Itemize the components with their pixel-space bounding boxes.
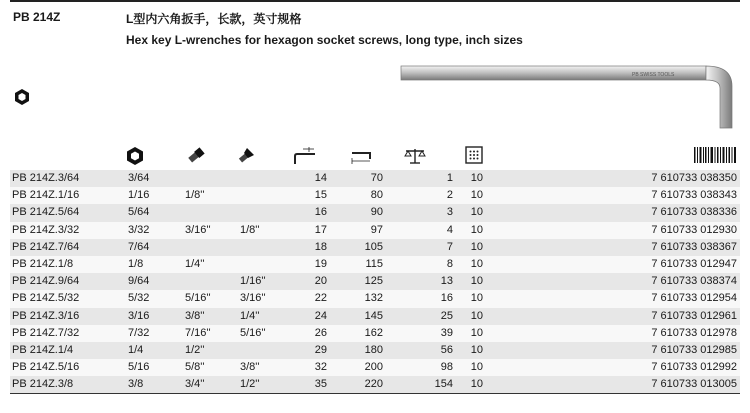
weight-cell: 56 bbox=[383, 342, 453, 359]
short-length-cell: 15 bbox=[297, 187, 327, 204]
ean-code-cell: 7 610733 012985 bbox=[483, 342, 740, 359]
short-length-cell: 32 bbox=[297, 359, 327, 376]
ean-code-cell: 7 610733 012961 bbox=[483, 308, 740, 325]
hex-size-cell: 5/32 bbox=[128, 290, 185, 307]
ean-code-cell: 7 610733 038374 bbox=[483, 273, 740, 290]
long-length-cell: 145 bbox=[327, 308, 383, 325]
long-length-cell: 70 bbox=[327, 170, 383, 187]
short-length-cell: 20 bbox=[297, 273, 327, 290]
barcode-icon bbox=[694, 146, 738, 169]
hex-size-cell: 7/32 bbox=[128, 325, 185, 342]
short-length-cell: 35 bbox=[297, 376, 327, 394]
table-row bbox=[10, 359, 740, 376]
ean-code-cell: 7 610733 038350 bbox=[483, 170, 740, 187]
weight-cell: 8 bbox=[383, 256, 453, 273]
table-row bbox=[10, 273, 740, 290]
hex-size-cell: 7/64 bbox=[128, 239, 185, 256]
hexagon-icon bbox=[13, 88, 31, 106]
article-code-cell: PB 214Z.1/4 bbox=[10, 342, 128, 359]
article-code-cell: PB 214Z.5/32 bbox=[10, 290, 128, 307]
screw-size-cell: 1/8'' bbox=[185, 187, 240, 204]
countersunk-screw-icon bbox=[236, 146, 256, 171]
article-code-cell: PB 214Z.9/64 bbox=[10, 273, 128, 290]
length-long-icon bbox=[350, 146, 372, 171]
title-chinese: L型内六角扳手，长款，英寸规格 bbox=[126, 12, 302, 26]
wrench-marking: PB SWISS TOOLS bbox=[632, 72, 675, 78]
quantity-box-icon bbox=[465, 146, 483, 169]
table-row bbox=[10, 256, 740, 273]
hex-key-wrench-image bbox=[400, 62, 740, 134]
screw-size-cell bbox=[185, 204, 240, 221]
short-length-cell: 18 bbox=[297, 239, 327, 256]
table-row bbox=[10, 342, 740, 359]
short-length-cell: 17 bbox=[297, 222, 327, 239]
weight-cell: 3 bbox=[383, 204, 453, 221]
hexagon-icon bbox=[125, 146, 145, 171]
table-row bbox=[10, 204, 740, 221]
pack-quantity-cell: 10 bbox=[453, 239, 483, 256]
hex-size-cell: 5/16 bbox=[128, 359, 185, 376]
hex-size-cell: 1/16 bbox=[128, 187, 185, 204]
table-row bbox=[10, 308, 740, 325]
short-length-cell: 29 bbox=[297, 342, 327, 359]
product-code: PB 214Z bbox=[13, 10, 61, 24]
article-code-cell: PB 214Z.5/64 bbox=[10, 204, 128, 221]
short-length-cell: 16 bbox=[297, 204, 327, 221]
long-length-cell: 220 bbox=[327, 376, 383, 394]
countersunk-size-cell: 1/2'' bbox=[240, 376, 297, 394]
countersunk-size-cell bbox=[240, 204, 297, 221]
long-length-cell: 132 bbox=[327, 290, 383, 307]
hex-size-cell: 3/64 bbox=[128, 170, 185, 187]
hex-size-cell: 3/32 bbox=[128, 222, 185, 239]
long-length-cell: 115 bbox=[327, 256, 383, 273]
article-code-cell: PB 214Z.5/16 bbox=[10, 359, 128, 376]
pack-quantity-cell: 10 bbox=[453, 187, 483, 204]
screw-size-cell: 3/16'' bbox=[185, 222, 240, 239]
hex-size-cell: 5/64 bbox=[128, 204, 185, 221]
pack-quantity-cell: 10 bbox=[453, 376, 483, 394]
countersunk-size-cell: 1/16'' bbox=[240, 273, 297, 290]
weight-cell: 16 bbox=[383, 290, 453, 307]
weight-cell: 1 bbox=[383, 170, 453, 187]
top-rule bbox=[10, 0, 740, 2]
article-code-cell: PB 214Z.3/16 bbox=[10, 308, 128, 325]
long-length-cell: 125 bbox=[327, 273, 383, 290]
screw-size-cell: 3/8'' bbox=[185, 308, 240, 325]
hex-size-cell: 3/8 bbox=[128, 376, 185, 394]
short-length-cell: 19 bbox=[297, 256, 327, 273]
pack-quantity-cell: 10 bbox=[453, 256, 483, 273]
ean-code-cell: 7 610733 038343 bbox=[483, 187, 740, 204]
weight-cell: 154 bbox=[383, 376, 453, 394]
article-code-cell: PB 214Z.3/64 bbox=[10, 170, 128, 187]
short-length-cell: 26 bbox=[297, 325, 327, 342]
weight-cell: 39 bbox=[383, 325, 453, 342]
title-english: Hex key L-wrenches for hexagon socket screws, long type, inch sizes bbox=[126, 33, 523, 47]
long-length-cell: 162 bbox=[327, 325, 383, 342]
table-row bbox=[10, 376, 740, 394]
long-length-cell: 97 bbox=[327, 222, 383, 239]
table-row bbox=[10, 187, 740, 204]
ean-code-cell: 7 610733 012992 bbox=[483, 359, 740, 376]
countersunk-size-cell bbox=[240, 170, 297, 187]
pack-quantity-cell: 10 bbox=[453, 290, 483, 307]
screw-size-cell: 5/8'' bbox=[185, 359, 240, 376]
ean-code-cell: 7 610733 012930 bbox=[483, 222, 740, 239]
short-length-cell: 24 bbox=[297, 308, 327, 325]
long-length-cell: 200 bbox=[327, 359, 383, 376]
article-code-cell: PB 214Z.1/8 bbox=[10, 256, 128, 273]
screw-size-cell: 1/4'' bbox=[185, 256, 240, 273]
length-short-icon bbox=[293, 146, 317, 171]
table-row bbox=[10, 170, 740, 187]
weight-cell: 4 bbox=[383, 222, 453, 239]
long-length-cell: 180 bbox=[327, 342, 383, 359]
article-code-cell: PB 214Z.3/8 bbox=[10, 376, 128, 394]
screw-size-cell: 7/16'' bbox=[185, 325, 240, 342]
countersunk-size-cell: 5/16'' bbox=[240, 325, 297, 342]
ean-code-cell: 7 610733 038336 bbox=[483, 204, 740, 221]
weight-cell: 25 bbox=[383, 308, 453, 325]
countersunk-size-cell bbox=[240, 239, 297, 256]
countersunk-size-cell: 3/8'' bbox=[240, 359, 297, 376]
article-code-cell: PB 214Z.3/32 bbox=[10, 222, 128, 239]
screw-size-cell bbox=[185, 170, 240, 187]
pack-quantity-cell: 10 bbox=[453, 325, 483, 342]
pack-quantity-cell: 10 bbox=[453, 273, 483, 290]
countersunk-size-cell: 1/8'' bbox=[240, 222, 297, 239]
screw-icon bbox=[186, 146, 206, 171]
article-code-cell: PB 214Z.7/64 bbox=[10, 239, 128, 256]
short-length-cell: 14 bbox=[297, 170, 327, 187]
long-length-cell: 80 bbox=[327, 187, 383, 204]
hex-size-cell: 1/8 bbox=[128, 256, 185, 273]
screw-size-cell: 3/4'' bbox=[185, 376, 240, 394]
table-row bbox=[10, 239, 740, 256]
table-row bbox=[10, 290, 740, 307]
countersunk-size-cell: 1/4'' bbox=[240, 308, 297, 325]
weight-cell: 7 bbox=[383, 239, 453, 256]
countersunk-size-cell: 3/16'' bbox=[240, 290, 297, 307]
hex-size-cell: 9/64 bbox=[128, 273, 185, 290]
pack-quantity-cell: 10 bbox=[453, 170, 483, 187]
long-length-cell: 105 bbox=[327, 239, 383, 256]
pack-quantity-cell: 10 bbox=[453, 308, 483, 325]
pack-quantity-cell: 10 bbox=[453, 222, 483, 239]
screw-size-cell: 1/2'' bbox=[185, 342, 240, 359]
pack-quantity-cell: 10 bbox=[453, 204, 483, 221]
ean-code-cell: 7 610733 012978 bbox=[483, 325, 740, 342]
article-code-cell: PB 214Z.1/16 bbox=[10, 187, 128, 204]
ean-code-cell: 7 610733 038367 bbox=[483, 239, 740, 256]
article-code-cell: PB 214Z.7/32 bbox=[10, 325, 128, 342]
countersunk-size-cell bbox=[240, 256, 297, 273]
pack-quantity-cell: 10 bbox=[453, 342, 483, 359]
weight-scale-icon bbox=[404, 146, 426, 171]
countersunk-size-cell bbox=[240, 187, 297, 204]
screw-size-cell: 5/16'' bbox=[185, 290, 240, 307]
hex-size-cell: 3/16 bbox=[128, 308, 185, 325]
screw-size-cell bbox=[185, 273, 240, 290]
table-row bbox=[10, 222, 740, 239]
short-length-cell: 22 bbox=[297, 290, 327, 307]
weight-cell: 2 bbox=[383, 187, 453, 204]
weight-cell: 98 bbox=[383, 359, 453, 376]
hex-size-cell: 1/4 bbox=[128, 342, 185, 359]
countersunk-size-cell bbox=[240, 342, 297, 359]
column-icons bbox=[0, 146, 750, 168]
pack-quantity-cell: 10 bbox=[453, 359, 483, 376]
spec-table bbox=[10, 170, 740, 394]
table-row bbox=[10, 325, 740, 342]
long-length-cell: 90 bbox=[327, 204, 383, 221]
screw-size-cell bbox=[185, 239, 240, 256]
ean-code-cell: 7 610733 012947 bbox=[483, 256, 740, 273]
weight-cell: 13 bbox=[383, 273, 453, 290]
ean-code-cell: 7 610733 013005 bbox=[483, 376, 740, 394]
ean-code-cell: 7 610733 012954 bbox=[483, 290, 740, 307]
